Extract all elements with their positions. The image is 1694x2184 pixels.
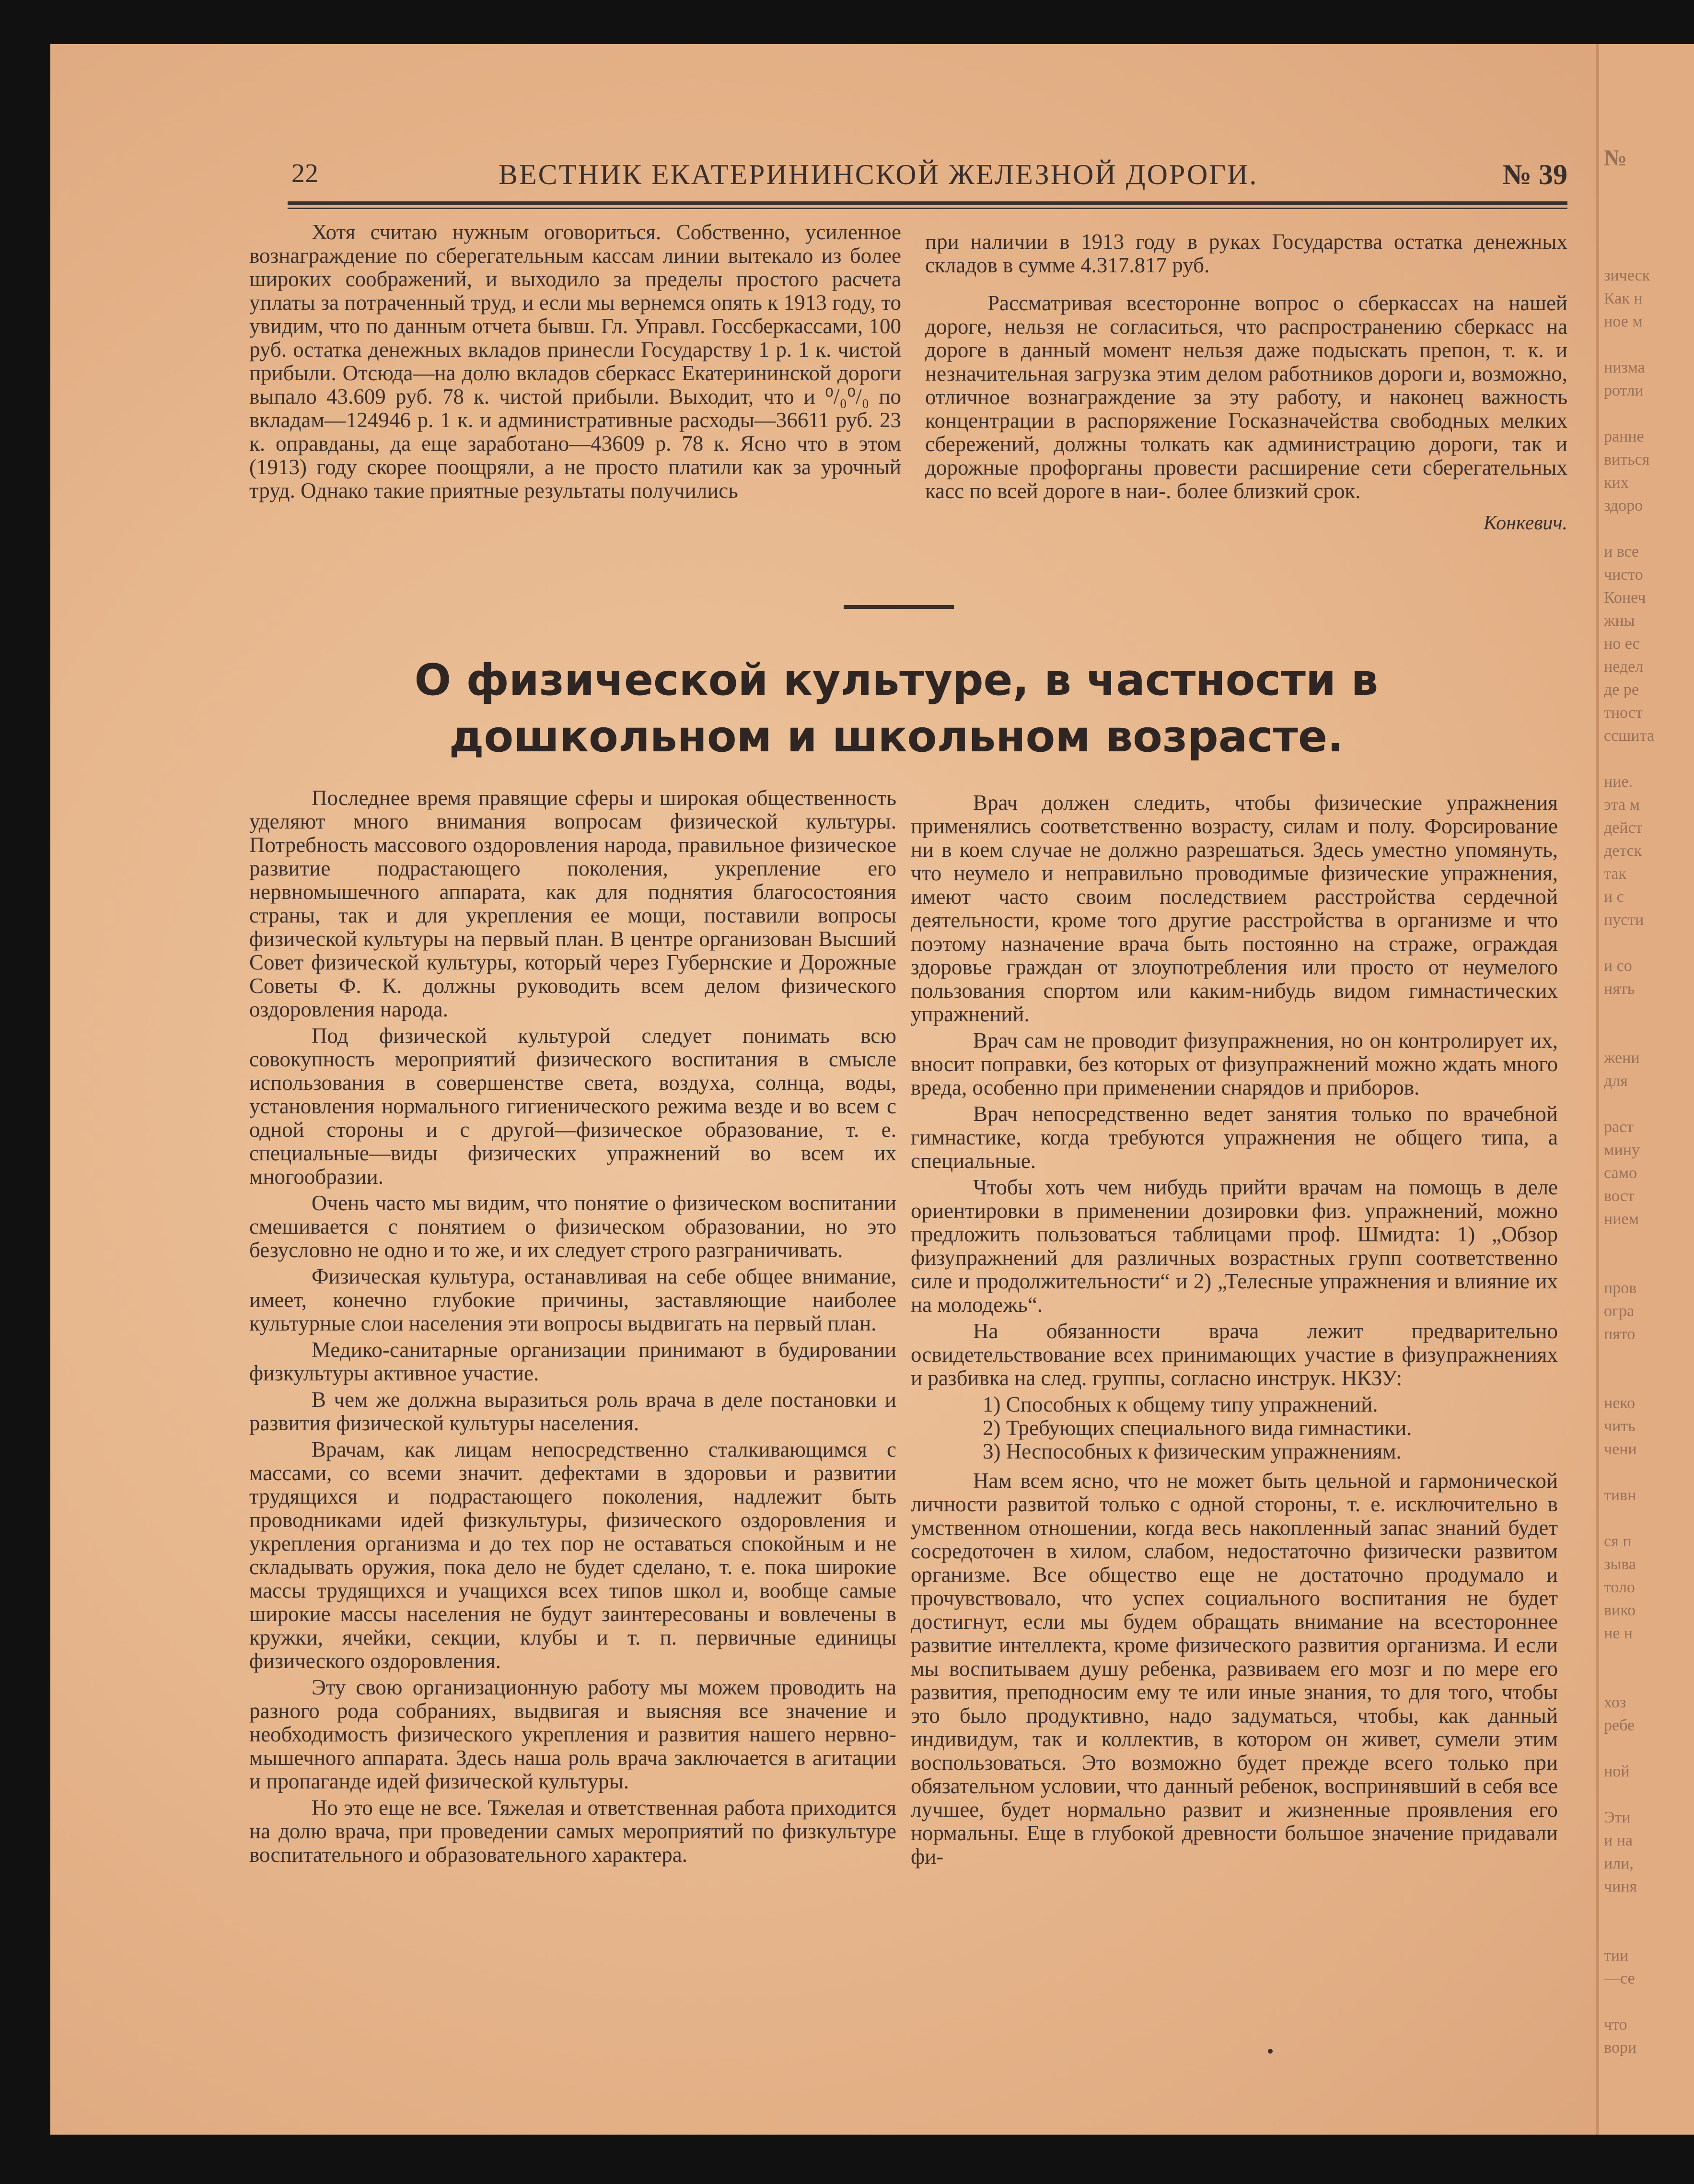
facing-page-line: толо <box>1604 1578 1635 1596</box>
facing-page-line: но ес <box>1604 635 1640 653</box>
facing-page-line: и все <box>1604 543 1639 561</box>
facing-page-line: —се <box>1604 1970 1635 1987</box>
facing-page-line: вост <box>1604 1187 1635 1205</box>
header-rule-thin <box>288 208 1567 209</box>
facing-page-line: раст <box>1604 1118 1634 1136</box>
article-left-column <box>249 786 896 1869</box>
facing-page-line: пусти <box>1604 911 1644 929</box>
facing-page <box>1596 44 1694 2135</box>
facing-page-line: неко <box>1604 1394 1636 1412</box>
article-paragraph: Чтобы хоть чем нибудь прийти врачам на помощь в деле ориентировки в применении дозировки физ. упражнений, можно предложить пользоваться таблицами проф. Шмидта: 1) „Обзор физупражнений для различных возрастных групп соответственно силе и продолжительности“ и 2) „Телесные упражнения и влияние их на молодежь“. <box>911 1175 1558 1317</box>
facing-page-line: ние. <box>1604 773 1633 791</box>
facing-page-line: жени <box>1604 1049 1640 1067</box>
facing-page-line: огра <box>1604 1302 1635 1320</box>
facing-page-line: тии <box>1604 1947 1629 1964</box>
article-paragraph: Врачам, как лицам непосредственно сталкивающимся с массами, со всеми значит. дефектами в здоровьи и развитии трудящихся и подрастающего поколения, надлежит быть проводниками идей физкультуры, физического оздоровления и укрепления организма и до тех пор не оставаться спокойным и не складывать оружия, пока дело не будет сделано, т. е. пока широкие массы трудящихся и учащихся всех типов школ и, вообще самые широкие массы населения не будут заинтересованы и вовлечены в кружки, ячейки, секции, клубы и т. п. первичные единицы физического оздоровления. <box>249 1437 896 1673</box>
facing-page-line: тивн <box>1604 1486 1636 1504</box>
facing-page-line: де ре <box>1604 681 1639 699</box>
facing-page-line: зическ <box>1604 267 1650 284</box>
facing-page-line: тност <box>1604 704 1643 722</box>
journal-title: ВЕСТНИК ЕКАТЕРИНИНСКОЙ ЖЕЛЕЗНОЙ ДОРОГИ. <box>499 159 1258 190</box>
prev-article-paragraph: Рассматривая всесторонне вопрос о сберкассах на нашей дороге, нельзя не согласиться, что распространению сберкасс на дороге в данный момент нельзя даже подыскать препон, т. к. и незначительная загрузка этим делом работников дороги и, возможно, отличное вознаграждение за эту работу, и наконец важность концентрации в распоряжение Госказначейства свободных мелких сбережений, должны толкать как администрацию дороги, так и дорожные профорганы провести расширение сети сберегательных касс по всей дороге в наи-. более близкий срок. <box>925 291 1567 503</box>
facing-page-line: и с <box>1604 888 1624 906</box>
article-title: О физической культуре, в частности в дошкольном и школьном возрасте. <box>414 655 1379 762</box>
facing-page-line: ся п <box>1604 1532 1632 1550</box>
facing-page-line: здоро <box>1604 497 1643 514</box>
facing-page-header: № <box>1604 145 1627 171</box>
article-right-column <box>911 791 1558 1871</box>
facing-page-line: так <box>1604 865 1626 883</box>
list-item: 3) Неспособных к физическим упражнениям. <box>983 1439 1402 1463</box>
facing-page-line: чить <box>1604 1417 1636 1435</box>
prev-article-right-column <box>925 230 1567 535</box>
facing-page-line: жны <box>1604 612 1635 630</box>
facing-page-line: чени <box>1604 1440 1637 1458</box>
facing-page-line: Эти <box>1604 1809 1631 1826</box>
facing-page-line: эта м <box>1604 796 1640 814</box>
facing-page-line: хоз <box>1604 1693 1626 1711</box>
facing-page-line: детск <box>1604 842 1642 860</box>
facing-page-line: Конеч <box>1604 589 1646 607</box>
facing-page-line: нять <box>1604 980 1635 998</box>
facing-page-line: ссшита <box>1604 727 1654 745</box>
facing-page-line: низма <box>1604 359 1645 376</box>
facing-page-line: пров <box>1604 1279 1637 1297</box>
article-paragraph: Нам всем ясно, что не может быть цельной и гармонической личности развитой только с одной стороны, т. е. исключительно в умственном отношении, когда весь накопленный запас знаний будет сосредоточен в хилом, слабом, недостаточно физически развитом организме. Все общество еще не достаточно продумало и прочувствовало, что успех социального воспитания не будет достигнут, если мы будем обращать внимание на всестороннее развитие интеллекта, кроме физического развития организма. И если мы воспитываем душу ребенка, развиваем его мозг и по мере его развития, преподносим ему те или иные знания, то для того, чтобы это было продуктивно, надо задуматься, чтобы, как данный индивидум, так и коллектив, в котором он живет, сумели этим воспользоваться. Это возможно будет прежде всего только при обязательном условии, что данный ребенок, воспринявший в себя все лучшее, будет нормально развит и жизненные проявления его нормальны. Еще в глубокой древности большое значение придавали фи- <box>911 1469 1558 1869</box>
facing-page-line: вори <box>1604 2039 1637 2056</box>
facing-page-line: вико <box>1604 1601 1636 1619</box>
list-item: 1) Способных к общему типу упражнений. <box>983 1392 1378 1416</box>
facing-page-line: ное м <box>1604 313 1643 330</box>
article-paragraph: На обязанности врача лежит предварительно освидетельствование всех принимающих участие в физупражнениях и разбивка на след. группы, согласно инструк. НКЗУ: <box>911 1319 1558 1390</box>
facing-page-line: и на <box>1604 1832 1633 1849</box>
facing-page-line: дейст <box>1604 819 1643 837</box>
facing-page-line: нием <box>1604 1210 1639 1228</box>
prev-article-paragraph: Хотя считаю нужным оговориться. Собственно, усиленное вознаграждение по сберегательным кассам линии вытекало из более широких соображений, и выходило за пределы простого расчета уплаты за потраченный труд, и если мы вернемся опять к 1913 году, то увидим, что по данным отчета бывш. Гл. Управл. Госсберкассами, 100 руб. остатка денежных вкладов принесли Государству 1 р. 1 к. чистой прибыли. Отсюда—на долю вкладов сберкасс Екатерининской дороги выпало 43.609 руб. 78 к. чистой прибыли. Выходит, что и ⁰/₀⁰/₀ по вкладам—124946 р. 1 к. и административные расходы—36611 руб. 23 к. оправданы, да еще заработано—43609 р. 78 к. Ясно что в этом (1913) году скорее поощряли, а не просто платили как за урочный труд. Однако такие приятные результаты получились <box>249 220 901 502</box>
facing-page-line: ких <box>1604 474 1629 491</box>
article-paragraph: Но это еще не все. Тяжелая и ответственная работа приходится на долю врача, при проведении самых мероприятий по физкультуре воспитательного и образовательного характера. <box>249 1796 896 1867</box>
page-number: 22 <box>291 159 318 188</box>
prev-article-left-column <box>249 221 901 505</box>
facing-page-line: для <box>1604 1072 1628 1090</box>
article-paragraph: Эту свою организационную работу мы можем проводить на разного рода собраниях, выдвигая и выясняя все значение и необходимость физического укрепления и развития нашего нервно-мышечного аппарата. Здесь наша роль врача заключается в агитации и пропаганде идей физической культуры. <box>249 1675 896 1793</box>
author-signature: Конкевич. <box>1483 512 1567 534</box>
article-paragraph: Врач должен следить, чтобы физические упражнения применялись соответственно возрасту, силам и полу. Форсирование ни в коем случае не должно разрешаться. Здесь уместно упомянуть, что неумело и неправильно проводимые физические упражнения, имеют часто своим последствием расстройства сердечной деятельности, кроме того другие расстройства в организме и что поэтому назначение врача быть постоянно на страже, ограждая здоровье граждан от злоупотребления или просто от неумелого пользования спортом или каким-нибудь видом гимнастических упражнений. <box>911 791 1558 1026</box>
article-paragraph: В чем же должна выразиться роль врача в деле постановки и развития физической культуры населения. <box>249 1388 896 1435</box>
facing-page-line: или, <box>1604 1855 1634 1872</box>
facing-page-line: недел <box>1604 658 1644 676</box>
prev-article-paragraph: при наличии в 1913 году в руках Государства остатка денежных складов в сумме 4.317.817 руб. <box>925 230 1567 277</box>
page-header <box>288 158 1567 197</box>
ink-dot <box>1268 2049 1273 2054</box>
facing-page-line: ранне <box>1604 428 1644 445</box>
facing-page-line: виться <box>1604 451 1650 468</box>
facing-page-line: Как н <box>1604 290 1643 307</box>
facing-page-line: мину <box>1604 1141 1640 1159</box>
article-paragraph: Врач сам не проводит физупражнения, но он контролирует их, вносит поправки, без которых от физупражнений можно ждать много вреда, особенно при применении снарядов и приборов. <box>911 1028 1558 1099</box>
article-paragraph: Врач непосредственно ведет занятия только по врачебной гимнастике, когда требуются упражнения не общего типа, а специальные. <box>911 1102 1558 1173</box>
facing-page-line: ротли <box>1604 382 1644 399</box>
facing-page-line: чисто <box>1604 566 1643 584</box>
article-paragraph: Медико-санитарные организации принимают в будировании физкультуры активное участие. <box>249 1338 896 1385</box>
header-rule <box>288 201 1567 205</box>
facing-page-line: ребе <box>1604 1717 1635 1734</box>
facing-page-line: пято <box>1604 1325 1636 1343</box>
facing-page-line: и со <box>1604 957 1632 975</box>
list-item: 2) Требующих специального вида гимнастики. <box>983 1416 1412 1440</box>
article-paragraph: Под физической культурой следует понимать всю совокупность мероприятий физического воспитания в смысле использования в совершенстве света, воздуха, солнца, воды, установления нормального гигиенического режима везде и во всем с одной стороны и с другой—физическое образование, т. е. специальные—виды физических упражнений во всем их многообразии. <box>249 1024 896 1189</box>
issue-number: № 39 <box>1502 159 1567 190</box>
section-divider <box>844 605 954 609</box>
facing-page-line: само <box>1604 1164 1637 1182</box>
facing-page-line: ной <box>1604 1763 1630 1780</box>
article-paragraph: Последнее время правящие сферы и широкая общественность уделяют много внимания вопросам физической культуры. Потребность массового оздоровления народа, правильное физическое развитие подрастающего поколения, укрепление его нервномышечного аппарата, как для поднятия благосостояния страны, так и для укрепления ее мощи, поставили вопросы физической культуры на первый план. В центре организован Высший Совет физической культуры, который через Губернские и Дорожные Советы Ф. К. должны руководить всем делом физического оздоровления народа. <box>249 786 896 1021</box>
article-paragraph: Физическая культура, останавливая на себе общее внимание, имеет, конечно глубокие причины, заставляющие наиболее культурные слои населения эти вопросы выдвигать на первый план. <box>249 1264 896 1335</box>
facing-page-line: зыва <box>1604 1555 1636 1573</box>
article-paragraph: Очень часто мы видим, что понятие о физическом воспитании смешивается с понятием о физическом образовании, но это безусловно не одно и то же, и их следует строго разграничивать. <box>249 1191 896 1262</box>
facing-page-line: не н <box>1604 1624 1633 1642</box>
groups-list <box>983 1393 1558 1463</box>
facing-page-line: чиня <box>1604 1878 1637 1895</box>
facing-page-line: что <box>1604 2016 1627 2033</box>
